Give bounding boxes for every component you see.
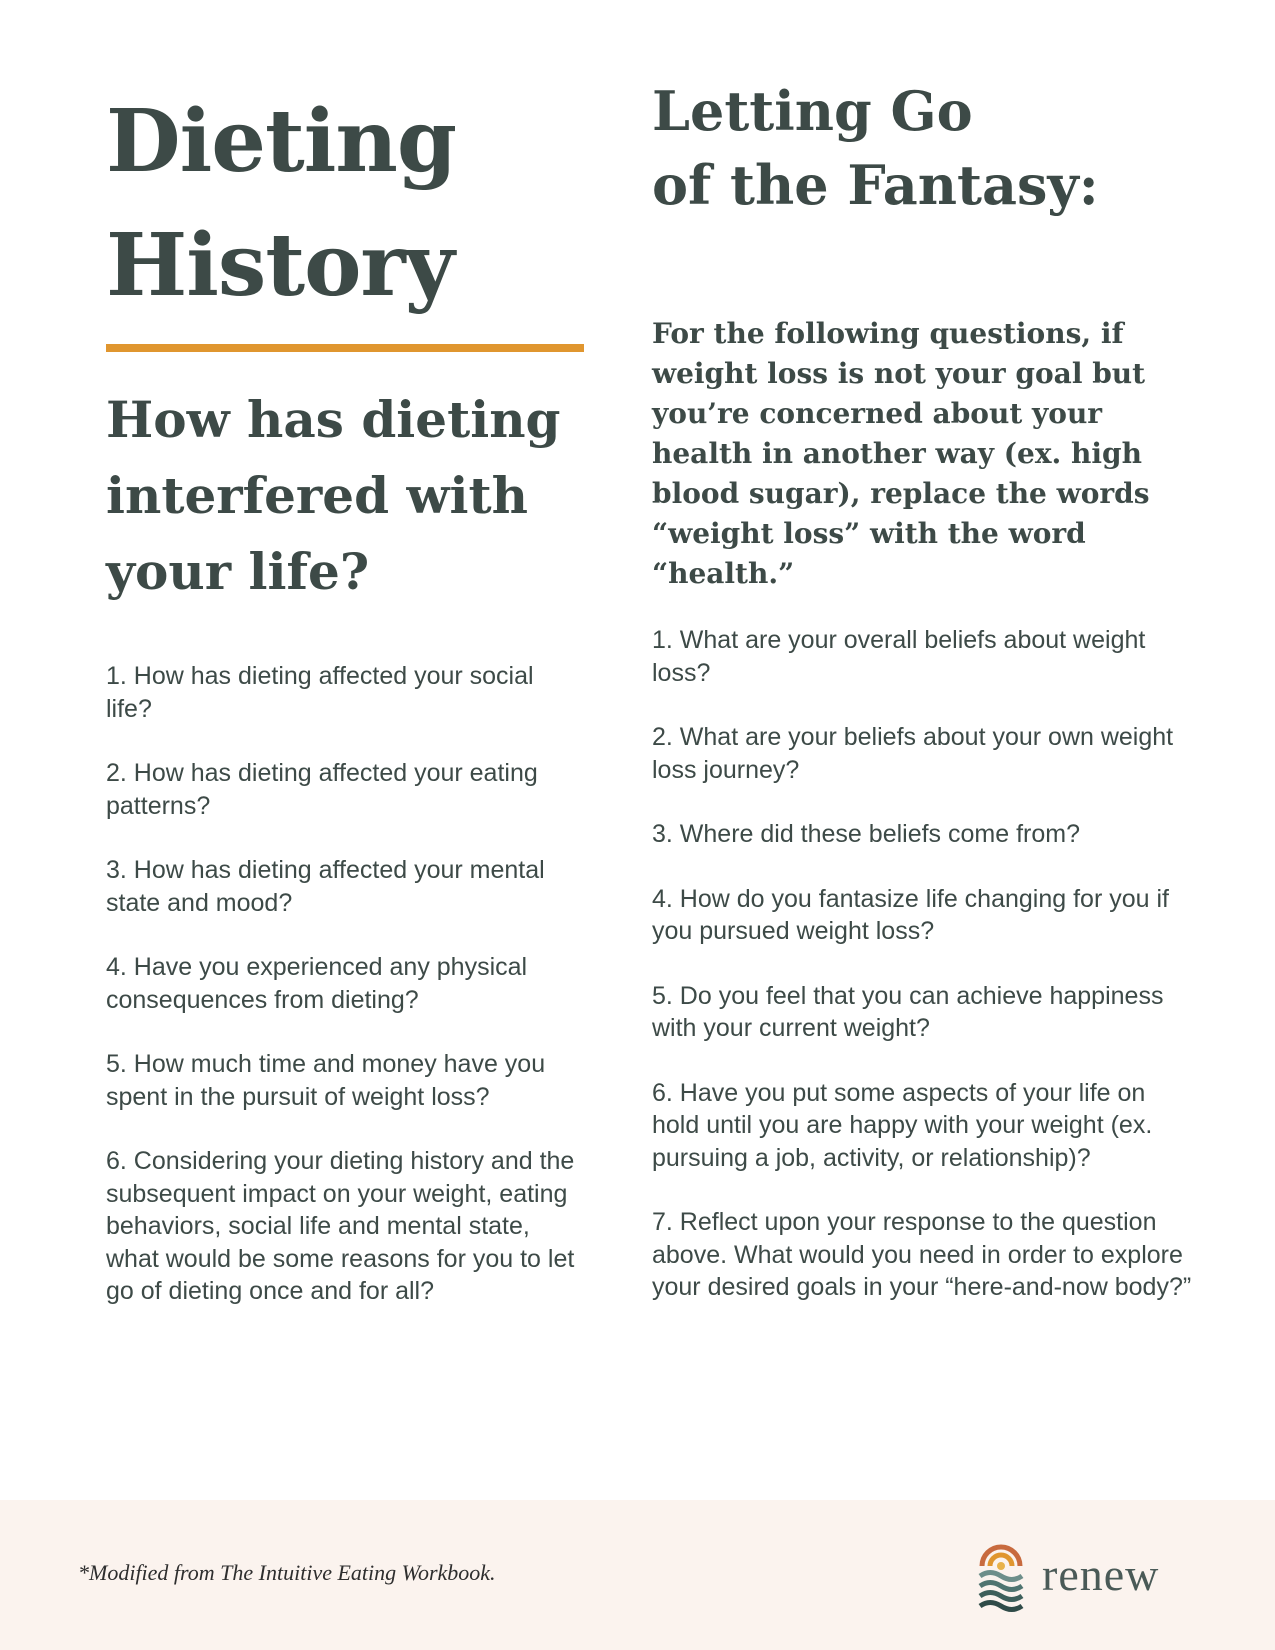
renew-logo bbox=[978, 1536, 1188, 1616]
list-item: 6. Have you put some aspects of your life on hold until you are happy with your weight (ex. pursuing a job, activity, or relationship)? bbox=[652, 1078, 1153, 1172]
list-item: 1. What are your overall beliefs about weight loss? bbox=[652, 626, 1146, 687]
list-item: 5. Do you feel that you can achieve happiness with your current weight? bbox=[652, 981, 1164, 1042]
list-item: 4. Have you experienced any physical consequences from dieting? bbox=[106, 953, 528, 1014]
list-item: 2. What are your beliefs about your own weight loss journey? bbox=[652, 723, 1174, 784]
section-title bbox=[652, 74, 1192, 222]
list-item: 6. Considering your dieting history and the subsequent impact on your weight, eating behaviors, social life and mental state, what would be some reasons for you to let go of dieting once and for all? bbox=[106, 1147, 575, 1305]
list-item: 7. Reflect upon your response to the question above. What would you need in order to explore your desired goals in your “here-and-now body?” bbox=[652, 1208, 1192, 1301]
dieting-question-list bbox=[106, 660, 586, 1308]
intro-paragraph: For the following questions, if weight loss is not your goal but you’re concerned about your health in another way (ex. high blood sugar), replace the words “weight loss” with the word “health.” bbox=[652, 317, 1150, 590]
footer bbox=[0, 1500, 1275, 1650]
title-line-2: History bbox=[106, 215, 454, 316]
accent-divider bbox=[106, 344, 584, 352]
footnote: *Modified from The Intuitive Eating Workbook. bbox=[78, 1560, 496, 1585]
left-subheading: How has dieting interfered with your life? bbox=[106, 390, 561, 601]
list-item: 5. How much time and money have you spent in the pursuit of weight loss? bbox=[106, 1050, 546, 1111]
right-column bbox=[652, 74, 1192, 1336]
left-column bbox=[106, 80, 586, 1340]
list-item: 2. How has dieting affected your eating patterns? bbox=[106, 759, 538, 820]
logo-wordmark: renew bbox=[1042, 1549, 1160, 1600]
fantasy-question-list bbox=[652, 624, 1192, 1304]
page-title bbox=[106, 80, 586, 328]
list-item: 1. How has dieting affected your social life? bbox=[106, 662, 534, 723]
list-item: 3. How has dieting affected your mental state and mood? bbox=[106, 856, 545, 917]
title-line-1: Dieting bbox=[106, 91, 457, 192]
list-item: 4. How do you fantasize life changing for you if you pursued weight loss? bbox=[652, 884, 1169, 945]
section-title-line-1: Letting Go bbox=[652, 79, 973, 143]
section-title-line-2: of the Fantasy: bbox=[652, 153, 1099, 217]
list-item: 3. Where did these beliefs come from? bbox=[652, 820, 1080, 848]
sun-waves-icon bbox=[978, 1536, 1024, 1616]
